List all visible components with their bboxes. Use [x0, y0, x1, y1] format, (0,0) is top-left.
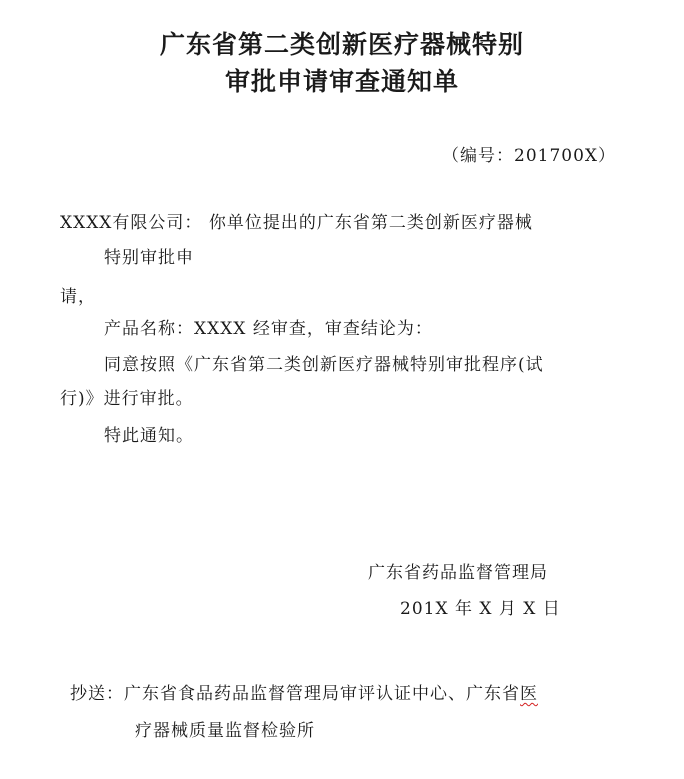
- body-line-closing: 特此通知。: [104, 426, 194, 446]
- document-title-line-2: 审批申请审查通知单: [224, 67, 459, 96]
- body-line-6: 行)》进行审批。: [60, 389, 194, 409]
- body-line-2: 特别审批申: [104, 248, 194, 268]
- issue-date: 201X 年 X 月 X 日: [400, 599, 561, 619]
- cc-line-1: [70, 683, 538, 705]
- document-title-line-1: 广东省第二类创新医疗器械特别: [159, 30, 524, 59]
- cc-line-1-text: 抄送：广东省食品药品监督管理局审评认证中心、广东省: [70, 684, 520, 704]
- document-number: （编号：201700X）: [442, 146, 616, 166]
- body-line-5: 同意按照《广东省第二类创新医疗器械特别审批程序(试: [104, 355, 544, 375]
- body-line-product-name: 产品名称：XXXX 经审查，审查结论为：: [104, 319, 433, 339]
- spellcheck-flagged-text[interactable]: 医: [520, 684, 538, 704]
- cc-line-2: 疗器械质量监督检验所: [135, 721, 315, 741]
- issuer-name: 广东省药品监督管理局: [368, 563, 548, 583]
- body-line-3: 请，: [60, 287, 96, 307]
- body-line-1: XXXX有限公司： 你单位提出的广东省第二类创新医疗器械: [60, 213, 533, 233]
